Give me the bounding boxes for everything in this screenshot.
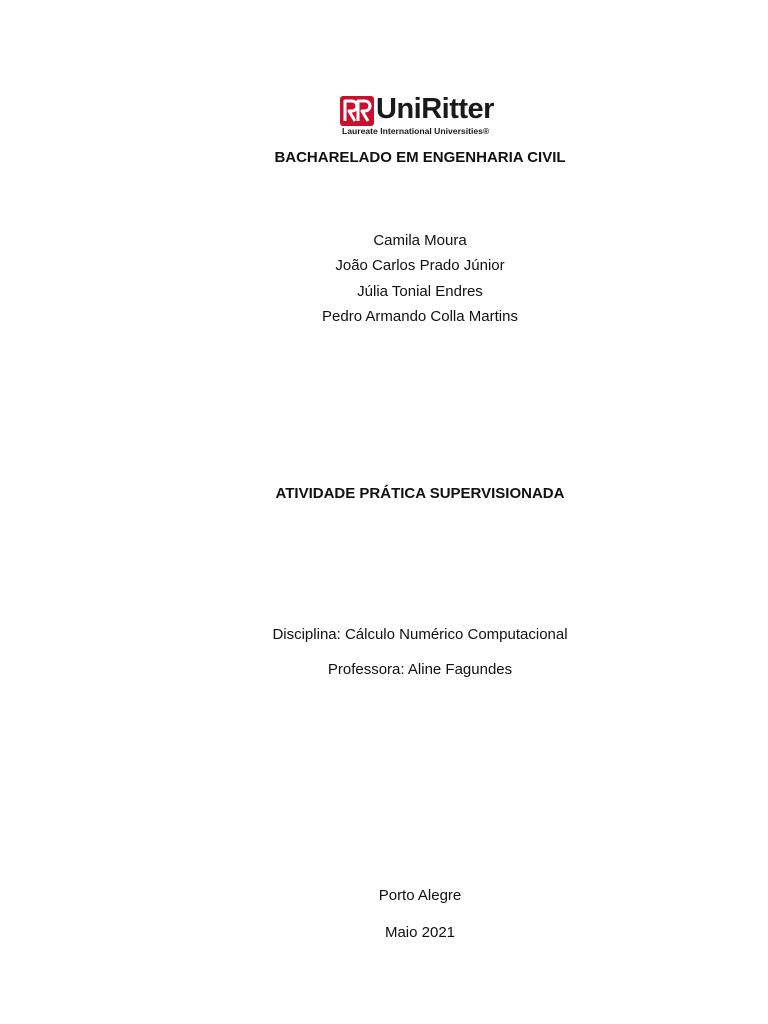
city-line: Porto Alegre: [378, 887, 462, 904]
uniritter-logo: [340, 93, 510, 138]
date-line: Maio 2021: [384, 924, 456, 941]
uniritter-logo-mark-icon: [340, 96, 374, 126]
author-name: João Carlos Prado Júnior: [335, 257, 505, 274]
professor-line: Professora: Aline Fagundes: [327, 661, 513, 678]
author-name: Camila Moura: [373, 232, 467, 249]
discipline-line: Disciplina: Cálculo Numérico Computacional: [272, 626, 568, 643]
activity-title: ATIVIDADE PRÁTICA SUPERVISIONADA: [275, 485, 565, 502]
author-name: Júlia Tonial Endres: [357, 283, 483, 300]
author-name: Pedro Armando Colla Martins: [322, 308, 518, 325]
logo-wordmark: UniRitter: [376, 93, 494, 125]
course-title: BACHARELADO EM ENGENHARIA CIVIL: [274, 149, 566, 166]
logo-tagline: Laureate International Universities®: [342, 126, 490, 136]
